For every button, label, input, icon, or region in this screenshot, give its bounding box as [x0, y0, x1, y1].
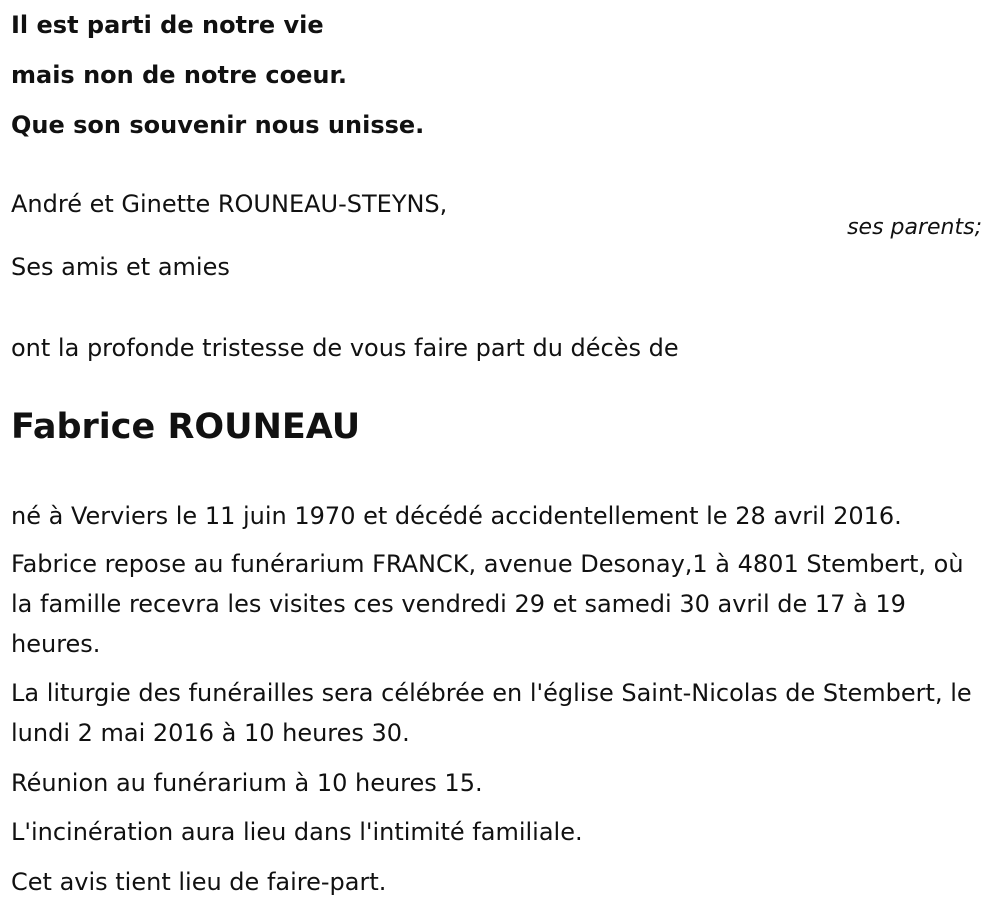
cremation-paragraph: L'incinération aura lieu dans l'intimité familiale.	[11, 818, 583, 846]
parents-relation: ses parents;	[847, 215, 982, 240]
parents-names: André et Ginette ROUNEAU-STEYNS,	[11, 190, 448, 218]
closing-paragraph: Cet avis tient lieu de faire-part.	[11, 868, 387, 896]
visitation-paragraph: Fabrice repose au funérarium FRANCK, avenue Desonay,1 à 4801 Stembert, où la famille recevra les visites ces vendredi 29 et samedi 30 avril de 17 à 19 heures.	[11, 550, 964, 658]
epigraph-line-2: mais non de notre coeur.	[11, 61, 348, 89]
announcement-text: ont la profonde tristesse de vous faire part du décès de	[11, 334, 679, 362]
liturgy-paragraph: La liturgie des funérailles sera célébrée en l'église Saint-Nicolas de Stembert, le lundi 2 mai 2016 à 10 heures 30.	[11, 679, 972, 747]
deceased-name: Fabrice ROUNEAU	[11, 407, 361, 447]
gathering-paragraph: Réunion au funérarium à 10 heures 15.	[11, 769, 483, 797]
epigraph-line-1: Il est parti de notre vie	[11, 11, 324, 39]
birth-death-paragraph: né à Verviers le 11 juin 1970 et décédé accidentellement le 28 avril 2016.	[11, 502, 902, 530]
epigraph-line-3: Que son souvenir nous unisse.	[11, 111, 425, 139]
friends-line: Ses amis et amies	[11, 253, 230, 281]
